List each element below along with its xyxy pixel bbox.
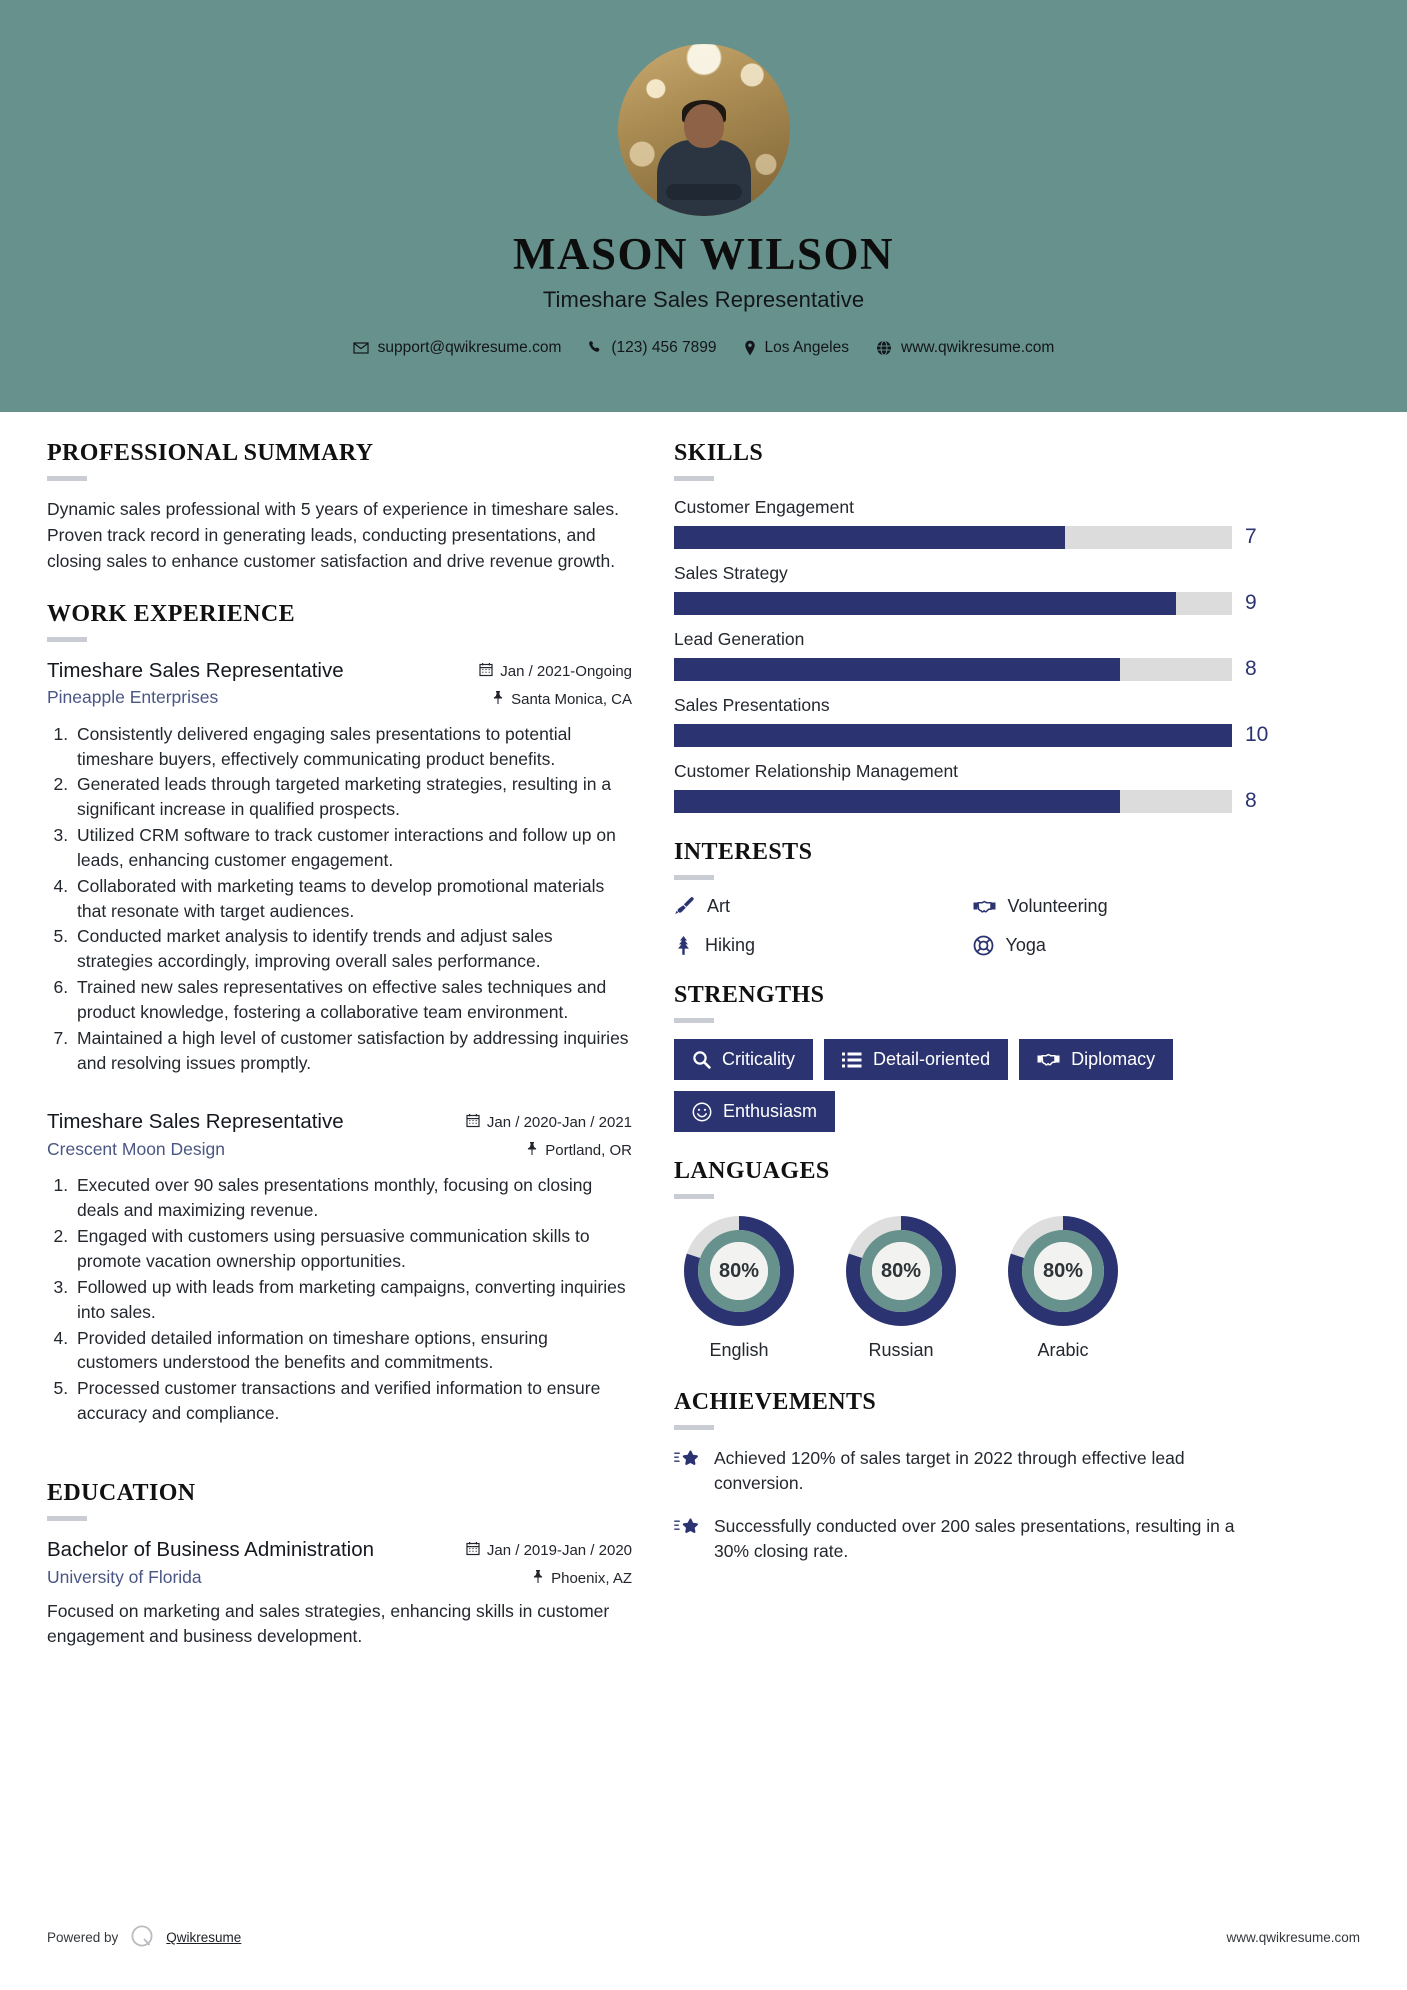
skill-label: Customer Relationship Management — [674, 761, 959, 781]
list-item: 7. Maintained a high level of customer satisfaction by addressing inquiries and resolving issues promptly. — [73, 1026, 632, 1076]
experience-location-text: Santa Monica, CA — [511, 690, 632, 708]
avatar-portrait — [656, 98, 752, 216]
skill-bar-fill — [674, 592, 1176, 615]
section-heading: WORK EXPERIENCE — [47, 600, 296, 627]
section-divider — [674, 875, 714, 880]
section-divider — [674, 1425, 714, 1430]
skill-bar-track — [674, 658, 1232, 681]
section-work-experience — [47, 601, 632, 1426]
location-pin-icon — [744, 340, 756, 356]
skill-bar-fill — [674, 658, 1120, 681]
star-icon — [674, 1446, 700, 1471]
skill-bar-track — [674, 526, 1232, 549]
list-item: 2. Generated leads through targeted marketing strategies, resulting in a significant increase in qualified prospects. — [73, 772, 632, 822]
list-item: 1. Executed over 90 sales presentations monthly, focusing on closing deals and maximizing revenue. — [73, 1173, 632, 1223]
skill-score: 8 — [1245, 657, 1257, 680]
education-school[interactable]: University of Florida — [47, 1566, 202, 1587]
achievement-text: Successfully conducted over 200 sales presentations, resulting in a 30% closing rate. — [714, 1515, 1235, 1561]
list-item: 4. Provided detailed information on timeshare options, ensuring customers understood the benefits and commitments. — [73, 1326, 632, 1376]
section-divider — [47, 1516, 87, 1521]
skill-bar-track — [674, 592, 1232, 615]
interest-item — [973, 896, 1272, 917]
skill-bar-fill — [674, 790, 1120, 813]
contact-bar — [0, 339, 1407, 357]
contact-website-text: www.qwikresume.com — [901, 338, 1055, 356]
experience-dates-text: Jan / 2020-Jan / 2021 — [486, 1114, 632, 1132]
contact-website[interactable] — [869, 339, 1061, 357]
search-icon — [692, 1050, 711, 1069]
interest-item — [674, 935, 973, 956]
list-item: 3. Followed up with leads from marketing campaigns, converting inquiries into sales. — [73, 1275, 632, 1325]
language-label: Russian — [868, 1340, 934, 1360]
experience-dates — [479, 662, 632, 681]
experience-dates — [466, 1113, 632, 1132]
education-degree: Bachelor of Business Administration — [47, 1537, 375, 1561]
section-divider — [674, 1018, 714, 1023]
experience-location-text: Portland, OR — [545, 1142, 632, 1160]
contact-location-text: Los Angeles — [764, 338, 849, 356]
education-location-text: Phoenix, AZ — [551, 1569, 632, 1587]
resume-header — [0, 0, 1407, 412]
tree-icon — [674, 935, 693, 956]
contact-phone[interactable] — [581, 339, 723, 357]
list-item: 4. Collaborated with marketing teams to develop promotional materials that resonate with target audiences. — [73, 874, 632, 924]
section-heading: PROFESSIONAL SUMMARY — [47, 440, 374, 466]
interest-label: Hiking — [705, 935, 756, 955]
handshake-icon — [1037, 1050, 1060, 1069]
list-item: 5. Processed customer transactions and verified information to ensure accuracy and compliance. — [73, 1376, 632, 1426]
section-divider — [674, 476, 714, 481]
list-icon — [842, 1051, 862, 1069]
interest-label: Art — [707, 896, 731, 916]
section-languages — [674, 1158, 1271, 1361]
left-column — [47, 440, 632, 1650]
experience-entry — [47, 658, 632, 1076]
skill-row — [674, 563, 1271, 615]
experience-entry — [47, 1109, 632, 1425]
contact-email[interactable] — [346, 339, 569, 357]
achievement-item — [674, 1446, 1271, 1496]
achievement-item — [674, 1514, 1271, 1564]
job-title: Timeshare Sales Representative — [542, 286, 865, 312]
skill-score: 10 — [1245, 723, 1269, 746]
strength-label: Diplomacy — [1071, 1049, 1156, 1069]
experience-company[interactable]: Crescent Moon Design — [47, 1139, 225, 1160]
pushpin-icon — [532, 1569, 544, 1588]
language-donut-chart — [683, 1215, 795, 1327]
calendar-icon — [466, 1113, 480, 1132]
interest-item — [973, 935, 1272, 956]
paintbrush-icon — [674, 896, 695, 917]
strength-chip-enthusiasm — [674, 1091, 835, 1132]
email-icon — [353, 340, 369, 356]
globe-icon — [876, 340, 892, 356]
footer-website[interactable]: www.qwikresume.com — [1226, 1930, 1360, 1945]
smiley-icon — [692, 1102, 712, 1122]
list-item: 1. Consistently delivered engaging sales presentations to potential timeshare buyers, effectively communicating product benefits. — [73, 722, 632, 772]
experience-bullets — [47, 1173, 632, 1425]
skill-label: Sales Strategy — [674, 563, 788, 583]
language-label: Arabic — [1037, 1340, 1089, 1360]
skill-bar-track — [674, 790, 1232, 813]
skill-row — [674, 695, 1271, 747]
section-heading: EDUCATION — [47, 1479, 196, 1506]
section-heading: STRENGTHS — [674, 982, 825, 1008]
pushpin-icon — [492, 690, 504, 709]
section-heading: INTERESTS — [674, 839, 813, 865]
section-strengths — [674, 982, 1271, 1132]
page-footer — [0, 1923, 1407, 1952]
skill-bar-fill — [674, 724, 1232, 747]
skill-row — [674, 761, 1271, 813]
resume-body — [0, 412, 1407, 1650]
contact-phone-text: (123) 456 7899 — [611, 338, 717, 356]
education-entry — [47, 1537, 632, 1650]
skill-label: Lead Generation — [674, 629, 805, 649]
language-label: English — [709, 1340, 769, 1360]
interest-label: Volunteering — [1007, 896, 1108, 916]
list-item: 6. Trained new sales representatives on effective sales techniques and product knowledge, fostering a collaborative team environment. — [73, 975, 632, 1025]
skill-row — [674, 497, 1271, 549]
phone-icon — [588, 340, 602, 355]
section-heading: SKILLS — [674, 440, 764, 466]
strength-chip-diplomacy — [1019, 1039, 1173, 1080]
strength-label: Enthusiasm — [723, 1101, 818, 1121]
list-item: 5. Conducted market analysis to identify trends and adjust sales strategies accordingly, improving overall sales performance. — [73, 924, 632, 974]
contact-location — [737, 339, 856, 357]
right-column — [674, 440, 1271, 1650]
section-heading: LANGUAGES — [674, 1158, 830, 1184]
skill-score: 7 — [1245, 525, 1257, 548]
experience-location — [466, 1141, 632, 1160]
skill-bar-fill — [674, 526, 1065, 549]
section-skills — [674, 440, 1271, 813]
strength-chip-criticality — [674, 1039, 813, 1080]
handshake-icon — [973, 896, 996, 917]
education-dates-text: Jan / 2019-Jan / 2020 — [486, 1541, 632, 1559]
education-description: Focused on marketing and sales strategies, enhancing skills in customer engagement and business development. — [47, 1600, 610, 1647]
experience-company[interactable]: Pineapple Enterprises — [47, 687, 219, 708]
strength-chip-detail-oriented — [824, 1039, 1008, 1080]
contact-email-text: support@qwikresume.com — [377, 338, 562, 356]
education-dates — [466, 1541, 632, 1560]
experience-bullets — [47, 722, 632, 1076]
page-title: MASON WILSON — [513, 229, 894, 279]
skill-score: 8 — [1245, 789, 1257, 812]
language-percent: 80% — [880, 1259, 922, 1282]
experience-dates-text: Jan / 2021-Ongoing — [500, 662, 632, 680]
footer-powered-by-label: Powered by — [47, 1930, 119, 1945]
education-location — [466, 1569, 632, 1588]
interest-label: Yoga — [1005, 935, 1046, 955]
calendar-icon — [479, 662, 493, 681]
language-item — [674, 1215, 804, 1361]
qwikresume-logo-icon — [129, 1923, 155, 1952]
experience-role: Timeshare Sales Representative — [47, 1110, 344, 1134]
section-heading: ACHIEVEMENTS — [674, 1389, 877, 1415]
list-item: 3. Utilized CRM software to track customer interactions and follow up on leads, enhancing customer engagement. — [73, 823, 632, 873]
skill-score: 9 — [1245, 591, 1257, 614]
language-donut-chart — [1007, 1215, 1119, 1327]
experience-role: Timeshare Sales Representative — [47, 658, 344, 682]
skill-label: Sales Presentations — [674, 695, 830, 715]
achievement-text: Achieved 120% of sales target in 2022 through effective lead conversion. — [714, 1448, 1185, 1493]
skill-label: Customer Engagement — [674, 497, 854, 517]
language-item — [836, 1215, 966, 1361]
footer-brand-link[interactable]: Qwikresume — [166, 1930, 242, 1945]
skill-bar-track — [674, 724, 1232, 747]
summary-text: Dynamic sales professional with 5 years of experience in timeshare sales. Proven track record in generating leads, conducting presentations, and closing sales to enhance customer satisfaction and drive revenue growth. — [47, 499, 619, 571]
strength-label: Criticality — [722, 1049, 796, 1069]
lifebuoy-icon — [973, 935, 994, 956]
calendar-icon — [466, 1541, 480, 1560]
skill-row — [674, 629, 1271, 681]
avatar — [618, 44, 790, 216]
language-donut-chart — [845, 1215, 957, 1327]
list-item: 2. Engaged with customers using persuasive communication skills to promote vacation ownership opportunities. — [73, 1224, 632, 1274]
star-icon — [674, 1514, 700, 1539]
section-interests — [674, 839, 1271, 956]
section-divider — [47, 637, 87, 642]
section-education — [47, 1480, 632, 1650]
section-achievements — [674, 1389, 1271, 1563]
interest-item — [674, 896, 973, 917]
language-percent: 80% — [1042, 1259, 1084, 1282]
language-percent: 80% — [718, 1259, 760, 1282]
experience-location — [479, 690, 632, 709]
section-divider — [47, 476, 87, 481]
language-item — [998, 1215, 1128, 1361]
pushpin-icon — [526, 1141, 538, 1160]
strength-label: Detail-oriented — [873, 1049, 991, 1069]
section-professional-summary — [47, 440, 632, 575]
section-divider — [674, 1194, 714, 1199]
